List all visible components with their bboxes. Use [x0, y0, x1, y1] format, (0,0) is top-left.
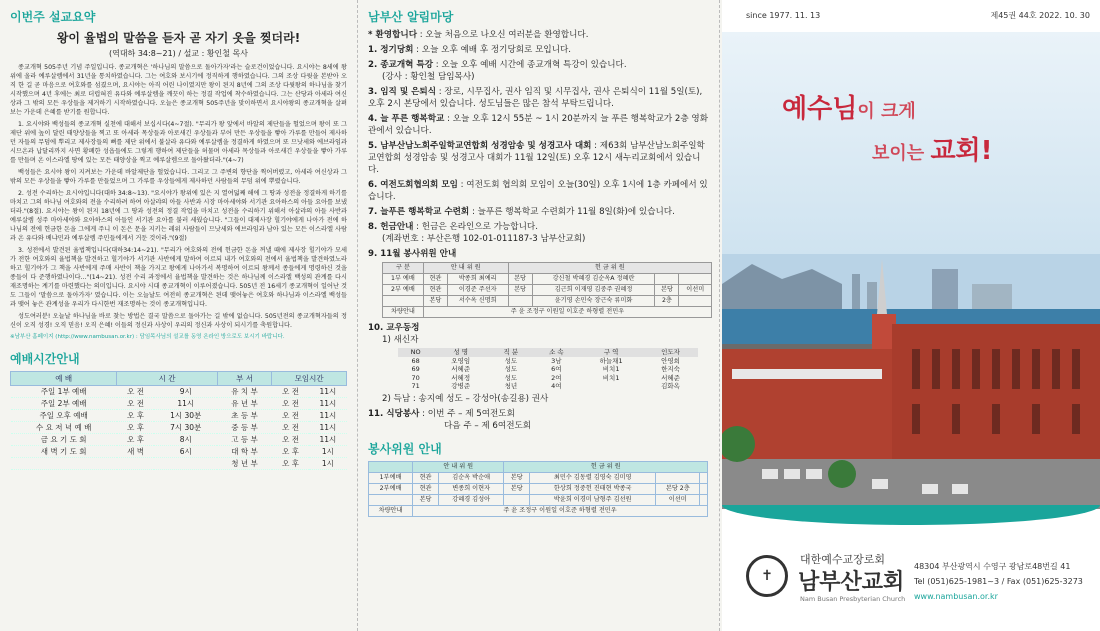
worship-cell: 1시 [309, 458, 346, 470]
worship-cell: 고 등 부 [217, 434, 272, 446]
service-cell: 차량안내 [383, 307, 424, 318]
newcomer-header-row [398, 348, 698, 357]
service-cell: 2층 [655, 296, 679, 307]
volunteer-cell: 현관 [413, 472, 439, 483]
worship-row [11, 458, 347, 470]
worship-header: 예 배 [11, 372, 117, 386]
newcomer-header: NO [398, 348, 433, 357]
worship-cell: 7시 30분 [154, 422, 217, 434]
news-item-sub: (계좌번호 : 부산은행 102-01-011187-3 남부산교회) [382, 234, 586, 244]
volunteer-cell: 김순옥 박순애 [438, 472, 503, 483]
volunteer-cell: 주 윤 조정구 이원일 이호준 하형렬 전민우 [413, 505, 708, 516]
service-cell [383, 296, 424, 307]
service-cell: 윤기영 손민숙 장근숙 류미화 [532, 296, 655, 307]
newcomer-row [398, 382, 698, 391]
service-cell: 현관 [423, 274, 447, 285]
newcomer-header: 직 분 [488, 348, 534, 357]
news-item [368, 44, 711, 56]
sermon-title: 왕이 율법의 말씀을 듣자 곧 자기 옷을 찢더라! [56, 31, 301, 45]
newcomer-cell: 성도 [504, 373, 518, 382]
church-footer [732, 545, 1092, 625]
newcomer-cell: 하늘채1 [599, 356, 623, 365]
worship-header: 모임시간 [272, 372, 347, 386]
worship-cell: 주일 오후 예배 [11, 410, 117, 422]
service-cell [508, 296, 532, 307]
staff-title: 10. 교우동정 [368, 323, 420, 333]
newcomer-header: 구 역 [579, 348, 643, 357]
sermon-body [10, 63, 347, 342]
worship-cell: 6시 [154, 446, 217, 458]
volunteer-row [369, 505, 708, 516]
sermon-paragraph: 성도여러분! 오늘날 하나님을 바로 찾는 방법은 결국 말씀으로 돌아가는 길 밖에 없습니다. 505년전의 종교개혁자들의 정신이 오직 성경! 오직 믿음! 오직 은혜! 이들의 정신과 사상이 우리의 정신과 사상이 되시기를 축원합니다. [10, 313, 347, 329]
worship-cell: 중 등 부 [217, 422, 272, 434]
newcomer-cell: 성도 [504, 365, 518, 373]
worship-cell: 오 후 [117, 434, 154, 446]
volunteer-cell [504, 494, 530, 505]
worship-cell: 새 벽 기 도 회 [11, 446, 117, 458]
newcomer-cell: 서혜준 [451, 365, 471, 373]
service-header-row [383, 263, 712, 274]
volunteer-cell: 1부예배 [369, 472, 413, 483]
worship-cell: 청 년 부 [217, 458, 272, 470]
worship-cell: 11시 [309, 422, 346, 434]
worship-cell: 주일 1부 예배 [11, 386, 117, 398]
worship-row [11, 434, 347, 446]
newcomer-cell: 성도 [504, 356, 518, 365]
volunteer-row [369, 494, 708, 505]
volunteer-cell: 본당 [413, 494, 439, 505]
worship-cell: 9시 [154, 386, 217, 398]
news-item-label: 5. 남부산남노회주일학교연합회 성경암송 및 성경고사 대회 [368, 141, 592, 151]
service-row [383, 285, 712, 296]
worship-cell: 수 요 저 녁 예 배 [11, 422, 117, 434]
volunteer-header [369, 461, 413, 472]
news-item-label: * 환영합니다 [368, 30, 417, 40]
news-item-text: : 제63회 남부산남노회주일학교연합회 성경암송 및 성경고사 대회가 11월 12일(토) 오후 12시 새누리교회에서 있습니다. [368, 141, 705, 175]
news-item-text: : 오늘 오후 12시 55분 ~ 1시 20분까지 늘 푸른 행복학교가 2층 영화관에서 있습니다. [368, 114, 709, 136]
news-item [368, 86, 711, 110]
denomination: 대한예수교장로회 [800, 553, 886, 566]
volunteer-cell: 현관 [413, 483, 439, 494]
newcomer-cell: 강병준 [451, 382, 471, 390]
news-column [360, 0, 720, 631]
news-item-label: 2. 종교개혁 특강 [368, 60, 434, 70]
newcomer-cell: 김화옥 [661, 382, 680, 390]
worship-cell [11, 458, 117, 470]
phone-fax: Tel (051)625-1981~3 / Fax (051)625-3273 [914, 577, 1083, 586]
worship-cell: 오 후 [272, 458, 309, 470]
newcomer-header: 인도자 [643, 348, 698, 357]
newcomer-header: 소 속 [534, 348, 580, 357]
service-cell: 박종희 최예리 [447, 274, 508, 285]
service-header: 헌 금 위 원 [508, 263, 711, 274]
service-cell: 본당 [508, 285, 532, 296]
news-item [368, 59, 711, 83]
service-title: 9. 11월 봉사위원 안내 [368, 249, 457, 259]
worship-cell: 오 후 [272, 446, 309, 458]
worship-cell: 초 등 부 [217, 410, 272, 422]
worship-header-row [11, 372, 347, 386]
newcomer-cell: 안영희 [661, 356, 680, 365]
worship-cell: 오 전 [272, 422, 309, 434]
slogan-line2: 보이는 교회! [872, 136, 993, 166]
homepage-note: ※남부산 홈페이지 (http://www.nambusan.or.kr) : 담임목사님의 설교를 동영 온라인 방으로도 보시기 바랍니다. [10, 334, 285, 340]
newcomer-cell: 오영임 [451, 356, 471, 365]
newcomer-row [398, 357, 698, 366]
church-english-name: Nam Busan Presbyterian Church [800, 595, 906, 603]
newcomer-row [398, 374, 698, 383]
volunteer-cell [656, 472, 700, 483]
worship-cell: 오 전 [272, 386, 309, 398]
sermon-subtitle: (역대하 34:8~21) / 설교 : 황인철 목사 [108, 49, 249, 58]
worship-cell: 금 요 기 도 회 [11, 434, 117, 446]
newcomer-cell: 청년 [504, 382, 518, 390]
sermon-paragraph: 종교개혁 505주년 기념 주일입니다. 종교개혁은 '하나님의 말씀으로 돌아가자'라는 슬로건이었습니다. 요시야는 8세에 왕위에 올라 예루살렘에서 31년을 통치하였습니다. 그는 여호와 보시기에 정직하게 행하였습니다. 그의 조상 다윗을 본받아 오직 한 길 곧 마음으로 여호와를 섬겼으며, 요시야는 아직 어린 나이였지만 왕이 된지 8년에 그의 조상 다윗왕의 하나님을 찾기 시작했으며 4년 후에는 최로 더럽혀진 유다와 예루살렘을 깨끗이 하는 정결 작업에 착수하였습니다. 그는 산당과 아세라 여신상과 그 밖의 모든 우상들을 제거하기 시작하였습니다. 오늘은 종교개혁 505주년을 맞이하면서 요시야왕의 종교개혁을 살펴보는 가운데 은혜를 받기를 원합니다. [10, 64, 347, 116]
news-item-text: : 오늘 오후 예배 후 정기당회로 모입니다. [413, 45, 572, 55]
volunteer-cell: 이선미 [656, 494, 700, 505]
service-cell: 본당 [508, 274, 532, 285]
newcomer-cell: 비치1 [602, 373, 620, 382]
worship-cell: 1시 30분 [154, 410, 217, 422]
worship-section-title: 예배시간안내 [10, 352, 80, 366]
sermon-paragraph: 3. 성전에서 발견된 율법책입니다(대하34:14~21). "무리가 여호와의 전에 헌금한 돈을 꺼낼 때에 제사장 힐기야가 모세가 전한 여호와의 율법책을 발견하고 힐기야가 서기관 사반에게 말하여 이르되 내가 여호와의 전에서 율법책을 발견하였노라 하고 힐기야가 그 책을 사반에게 주매 사반이 책을 가지고 왕에게 나아가서 복명하여 이르되 왕께서 종들에게 명령하신 것을 종들이 다 준행하였나이다..."(14~21). 성전 수리 과정에서 율법책을 발견하는 것은 하나님께 이스라엘 백성의 관계를 다시 재조명하는 계기를 마련했다는 의미입니다. 요시야 시대 종교개혁이 이루어졌습니다. 505년 전 16세기 종교개혁이 일어난 것도 그들이 '말씀으로 돌아가자' 였습니다. 이는 오늘날도 여전히 종교개혁은 된데 맺어놓은 여호와 하나님과 이스라엘 백성들과 맺어 놓은 관계성을 우리가 다시한번 재조명하는 것이 종교개혁입니다. [10, 247, 347, 308]
volunteer-cell [700, 494, 708, 505]
church-name: 남부산교회 [798, 570, 905, 595]
newcomer-cell: 서혜정 [451, 373, 471, 382]
volunteer-cell: 박윤희 이경미 남형주 김선원 [530, 494, 656, 505]
news-item-text: : 헌금은 온라인으로 가능합니다. [413, 222, 538, 232]
news-item-label: 4. 늘 푸른 행복학교 [368, 114, 445, 124]
slogan-line1: 예수님이 크게 [782, 94, 916, 124]
news-item-text: : 오늘 처음으로 나오신 여러분을 환영합니다. [417, 30, 589, 40]
meal-service-next: 다음 주 – 제 6여전도회 [444, 420, 532, 431]
volunteer-cell: 본당 [504, 483, 530, 494]
worship-cell [154, 458, 217, 470]
newcomer-cell: 한지숙 [661, 365, 680, 373]
news-item [368, 179, 711, 203]
volunteer-row [369, 483, 708, 494]
news-list [368, 29, 711, 245]
volunteer-header: 안 내 위 원 [413, 461, 504, 472]
worship-cell: 11시 [154, 398, 217, 410]
worship-cell: 오 전 [272, 410, 309, 422]
service-cell: 2부 예배 [383, 285, 424, 296]
sermon-paragraph: 백성들은 요시야 왕이 지켜보는 가운데 바알제단을 헐었습니다. 그리고 그 주변의 향단을 찍어버렸고, 아세라 여신상과 그 밖의 모든 우상들을 빻아 가루를 만들었으며 그 가루를 우상들에게 제사하던 사람들의 무덤 위에 뿌렸습니다. [10, 169, 347, 185]
church-photo [722, 254, 1100, 509]
birth-note: 2) 득남 : 송지예 성도 – 강성아(송길용) 권사 [382, 393, 549, 404]
church-building-illustration [722, 254, 1100, 509]
newcomer-cell: 4여 [551, 382, 562, 390]
worship-cell: 오 후 [117, 422, 154, 434]
service-cell: 주 윤 조정구 이원일 이호준 하형렬 전민우 [423, 307, 711, 318]
news-item-text: : 늘푸른 행복학교 수련회가 11월 8일(화)에 있습니다. [469, 207, 675, 217]
volunteer-header: 헌 금 위 원 [504, 461, 708, 472]
news-item [368, 221, 711, 245]
newcomer-cell: 서혜준 [661, 373, 680, 382]
service-cell: 현관 [423, 285, 447, 296]
church-logo-icon: ✝ [746, 555, 788, 597]
service-cell: 본당 [423, 296, 447, 307]
worship-cell: 대 학 부 [217, 446, 272, 458]
sermon-section-title: 이번주 설교요약 [10, 10, 96, 24]
worship-cell: 11시 [309, 386, 346, 398]
service-cell: 이선미 [679, 285, 712, 296]
worship-cell: 오 전 [117, 386, 154, 398]
worship-table [10, 371, 347, 470]
service-cell: 강신철 박혜경 김순옥A 정혜란 [532, 274, 655, 285]
news-item [368, 29, 711, 41]
newcomer-cell: 69 [411, 365, 420, 373]
worship-row [11, 386, 347, 398]
worship-cell: 주일 2부 예배 [11, 398, 117, 410]
volunteer-header-row [369, 461, 708, 472]
worship-cell: 11시 [309, 398, 346, 410]
newcomer-cell: 71 [411, 382, 420, 390]
cover-column [722, 0, 1100, 631]
newcomer-header: 성 명 [433, 348, 488, 357]
service-cell [655, 274, 679, 285]
volunteer-row [369, 472, 708, 483]
volunteer-cell: 변종희 이현자 [438, 483, 503, 494]
service-cell: 1부 예배 [383, 274, 424, 285]
address: 48304 부산광역시 수영구 광남로48번길 41 [914, 562, 1071, 571]
volunteer-cell: 본당 [504, 472, 530, 483]
news-item-label: 6. 여전도회협의회 모임 [368, 180, 458, 190]
news-item-label: 8. 헌금안내 [368, 222, 414, 232]
worship-cell: 1시 [309, 446, 346, 458]
news-item-text: : 장로, 시무집사, 권사 임직 및 시무집사, 권사 은퇴식이 11월 5일(토), 오후 2시 본당에서 있습니다. 성도님들은 많은 참석 부탁드립니다. [368, 87, 703, 109]
cover-header [722, 0, 1100, 30]
news-section-title: 남부산 알림마당 [368, 10, 454, 24]
worship-cell: 11시 [309, 410, 346, 422]
service-cell: 이경준 주선자 [447, 285, 508, 296]
news-item [368, 206, 711, 218]
volunteer-cell: 한상희 정중헌 진태현 박종국 [530, 483, 656, 494]
sermon-paragraph: 1. 요시야와 백성들의 종교개혁 실천에 대해서 보십시다(4~7절). "무리가 왕 앞에서 바알의 제단들을 헐었으며 왕이 또 그 제단 위에 높이 달린 태양상들을 찍고 또 아세라 목상들과 아로새긴 우상들과 부어 만든 우상들을 빻아 가루를 만들어 제사하던 자들의 무덤에 뿌리고 제사장들의 뼈를 제단 위에서 불살라 유다와 예루살렘을 정결하게 하였으며 또 므낫세와 에브라임과 시므온과 납달리까지 사면 황폐한 성읍들에도 그렇게 행하여 제단들을 허물며 아세라 목상들과 아로새긴 우상들을 빻아 가루를 만들며 온 이스라엘 땅에 있는 모든 태양상을 찍고 예루살렘으로 돌아왔더라."(4~7) [10, 121, 347, 164]
newcomer-cell: 6여 [551, 365, 562, 373]
worship-cell: 유 치 부 [217, 386, 272, 398]
issue-info: 제45권 44호 2022. 10. 30 [990, 10, 1090, 20]
volunteer-cell [700, 472, 708, 483]
service-table [382, 262, 712, 318]
worship-cell: 오 전 [117, 398, 154, 410]
newcomer-cell: 68 [411, 356, 420, 365]
volunteer-cell [700, 483, 708, 494]
news-item-sub: (강사 : 황인철 담임목사) [382, 72, 475, 82]
news-item [368, 140, 711, 176]
news-item-text: : 오늘 오후 예배 시간에 종교개혁 특강이 있습니다. [433, 60, 627, 70]
newcomer-cell: 2여 [551, 373, 562, 382]
volunteer-cell: 최민수 김동렬 김영숙 김미영 [530, 472, 656, 483]
teal-wave [722, 505, 1100, 525]
newcomer-label: 1) 새신자 [382, 335, 419, 345]
worship-cell: 오 전 [272, 398, 309, 410]
volunteer-table [368, 461, 708, 517]
worship-row [11, 398, 347, 410]
sermon-column [0, 0, 358, 631]
newcomer-cell: 3남 [551, 356, 562, 365]
service-row [383, 274, 712, 285]
worship-cell: 오 후 [117, 410, 154, 422]
since-date: since 1977. 11. 13 [746, 10, 821, 20]
volunteer-cell: 본당 2층 [656, 483, 700, 494]
volunteer-cell: 강혜경 김성아 [438, 494, 503, 505]
worship-row [11, 410, 347, 422]
worship-row [11, 446, 347, 458]
worship-cell [117, 458, 154, 470]
website-link[interactable]: www.nambusan.or.kr [914, 592, 998, 601]
contact-info [914, 559, 1083, 604]
news-item-label: 1. 정기당회 [368, 45, 414, 55]
service-row [383, 296, 712, 307]
worship-cell: 유 년 부 [217, 398, 272, 410]
sermon-paragraph: 2. 성전 수리하는 요시야입니다(대하 34:8~13). "요시야가 왕위에 있은 지 열여덟째 해에 그 땅과 성전을 정결하게 하기를 마치고 그의 하나님 여호와의 전을 수리하려 하여 아살랴의 아들 사반과 시장 마아세야와 서기관 요아하스의 아들 요아를 보냈더라."(8절). 요시야는 왕이 된지 18년에 그 땅과 성전의 정결 작업을 마치고 성전을 수리하기 위해서 아살랴의 아들 사반과 예루살렘 성주 마아세야와 요아하스의 아들인 서기관 요아를 불러 세웠습니다. "그들이 대제사장 힐기야에게 나아가 전에 하나님의 전에 헌금한 돈을 그에게 주니 이 돈은 문을 지키는 레위 사람들이 므낫세와 에브라임과 남아 있는 모든 이스라엘 사람과 온 유다와 베냐민과 예루살렘 주민들에게서 거둔 것이라."(9절) [10, 190, 348, 242]
service-cell [679, 296, 712, 307]
service-cell: 김근희 이재영 김중주 권혜정 [532, 285, 655, 296]
newcomer-table [398, 348, 698, 391]
news-item-label: 3. 임직 및 은퇴식 [368, 87, 437, 97]
news-item-label: 7. 늘푸른 행복학교 수련회 [368, 207, 470, 217]
service-cell [679, 274, 712, 285]
volunteer-section-title: 봉사위원 안내 [368, 441, 442, 456]
newcomer-row [398, 365, 698, 374]
service-row [383, 307, 712, 318]
worship-cell: 8시 [154, 434, 217, 446]
worship-cell: 오 전 [272, 434, 309, 446]
service-cell: 서수옥 신명희 [447, 296, 508, 307]
worship-cell: 11시 [309, 434, 346, 446]
newcomer-cell [579, 382, 643, 391]
worship-header: 시 간 [117, 372, 217, 386]
volunteer-cell: 차량안내 [369, 505, 413, 516]
worship-cell: 새 벽 [117, 446, 154, 458]
service-header: 안 내 위 원 [423, 263, 508, 274]
news-item-text: : 여전도회 협의회 모임이 오늘(30일) 오후 1시에 1층 카페에서 있습니다. [368, 180, 708, 202]
meal-service: 11. 식당봉사 : 이번 주 – 제 5여전도회 [368, 408, 515, 419]
volunteer-cell: 2부예배 [369, 483, 413, 494]
worship-header: 부 서 [217, 372, 272, 386]
service-cell: 본당 [655, 285, 679, 296]
worship-rows [11, 386, 347, 470]
worship-row [11, 422, 347, 434]
news-item [368, 113, 711, 137]
newcomer-cell: 비치1 [602, 365, 620, 373]
service-header: 구 분 [383, 263, 424, 274]
newcomer-cell: 70 [411, 373, 420, 382]
volunteer-cell [369, 494, 413, 505]
